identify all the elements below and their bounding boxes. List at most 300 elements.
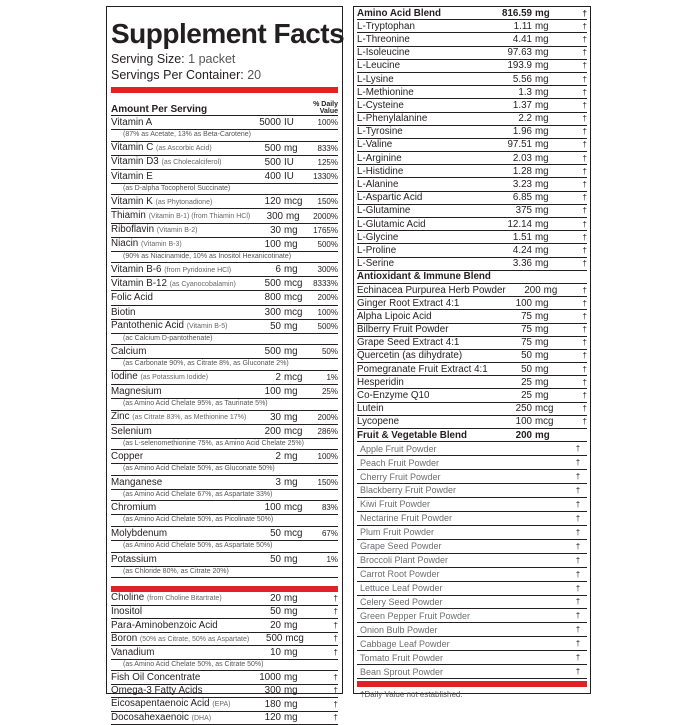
powder-row <box>357 637 587 651</box>
powder-row <box>357 609 587 623</box>
ingredient-unit: mg <box>535 231 549 243</box>
antioxidant-immune-blend <box>357 271 587 429</box>
ingredient-amount: 100 <box>515 416 532 428</box>
ingredient-daily-value: † <box>582 377 587 387</box>
nutrient-name-cell <box>111 606 247 617</box>
powder-daily-value: † <box>575 611 581 621</box>
nutrient-name-cell <box>111 307 247 318</box>
panel-title: Supplement Facts <box>111 18 345 49</box>
ingredient-row <box>357 284 587 297</box>
nutrient-amount: 180 <box>264 698 281 710</box>
ingredient-name: L-Glutamine <box>357 205 411 217</box>
nutrient-source-note: (as Amino Acid Chelate 95%, as Taurinate 5%) <box>111 399 338 411</box>
ingredient-name: L-Tryptophan <box>357 20 415 32</box>
ingredient-name: L-Methionine <box>357 86 414 98</box>
nutrient-name: Boron <box>111 632 138 644</box>
powder-row <box>357 582 587 596</box>
ingredient-row <box>357 165 587 178</box>
nutrient-note: (Vitamin B-2) <box>156 227 198 235</box>
ingredient-unit: mg <box>535 192 549 204</box>
ingredient-name: L-Glutamic Acid <box>357 218 426 230</box>
nutrient-name-cell <box>111 320 247 332</box>
ingredient-name: Bilberry Fruit Powder <box>357 324 449 336</box>
ingredient-unit: mg <box>535 152 549 164</box>
nutrient-amount: 300 <box>264 306 281 318</box>
ingredient-row <box>357 205 587 218</box>
ingredient-amount: 4.24 <box>512 244 532 256</box>
powder-row <box>357 623 587 637</box>
ingredient-daily-value: † <box>582 338 587 348</box>
nutrient-unit: mg <box>284 619 298 631</box>
ingredient-name: L-Histidine <box>357 165 404 177</box>
nutrient-source-note: (as Carbonate 90%, as Citrate 8%, as Gluconate 2%) <box>111 359 338 371</box>
nutrient-row <box>111 671 338 685</box>
ingredient-name: L-Alanine <box>357 179 399 191</box>
ingredient-unit: mcg <box>535 416 554 428</box>
ingredient-name: L-Cysteine <box>357 99 404 111</box>
ingredient-row <box>357 113 587 126</box>
nutrient-amount: 800 <box>264 292 281 304</box>
ingredient-unit: mg <box>535 337 549 349</box>
nutrient-amount: 120 <box>264 712 281 724</box>
serving-size-value: 1 packet <box>188 52 236 66</box>
powder-row <box>357 651 587 665</box>
ingredient-unit: mg <box>535 363 549 375</box>
ingredient-amount: 3.36 <box>512 258 532 270</box>
nutrient-daily-value: 300% <box>317 265 338 275</box>
nutrient-source-note: (as Amino Acid Chelate 50%, as Picolinate 50%) <box>111 515 338 527</box>
nutrient-note: (EPA) <box>212 701 231 709</box>
ingredient-amount: 97.63 <box>507 47 532 59</box>
daily-value-header: % Daily Value <box>313 101 338 115</box>
ingredient-amount: 50 <box>521 350 532 362</box>
ingredient-daily-value: † <box>582 166 587 176</box>
nutrient-name-cell <box>111 647 247 658</box>
ingredient-daily-value: † <box>582 259 587 269</box>
powder-daily-value: † <box>575 639 581 649</box>
ingredient-row <box>357 192 587 205</box>
powder-row <box>357 596 587 610</box>
nutrient-row <box>111 320 338 334</box>
nutrient-name-cell <box>111 156 247 168</box>
nutrient-name: Vitamin B-6 <box>111 263 162 275</box>
nutrient-daily-value: 100% <box>317 307 338 317</box>
nutrient-row <box>111 501 338 515</box>
ingredient-unit: mg <box>535 73 549 85</box>
ingredient-name: L-Glycine <box>357 231 399 243</box>
nutrient-name: Eicosapentaenoic Acid <box>111 698 210 710</box>
nutrient-name: Potassium <box>111 553 157 565</box>
nutrient-amount: 30 <box>270 411 281 423</box>
powder-name: Carrot Root Powder <box>360 569 440 580</box>
nutrient-row <box>111 646 338 660</box>
nutrient-unit: mg <box>284 264 298 276</box>
nutrient-source-note: (ac Calcium D-pantothenate) <box>111 334 338 346</box>
ingredient-row <box>357 389 587 402</box>
nutrient-unit: mg <box>284 224 298 236</box>
nutrient-unit: mcg <box>284 502 303 514</box>
nutrient-note: (as Phytonadione) <box>155 198 213 206</box>
ingredient-daily-value: † <box>582 21 587 31</box>
nutrient-name: Vitamin A <box>111 117 153 129</box>
ingredient-amount: 1.96 <box>512 126 532 138</box>
nutrient-unit: mg <box>284 411 298 423</box>
fruit-vegetable-blend <box>357 429 587 679</box>
nutrient-name-cell <box>111 528 247 539</box>
nutrient-note: (Vitamin B-5) <box>186 323 228 331</box>
nutrient-name-cell <box>111 698 247 710</box>
nutrient-daily-value: 50% <box>321 347 338 357</box>
ingredient-daily-value: † <box>582 391 587 401</box>
ingredient-unit: mg <box>535 47 549 59</box>
ingredient-daily-value: † <box>582 219 587 229</box>
ingredient-amount: 1.28 <box>512 165 532 177</box>
nutrient-amount: 120 <box>264 196 281 208</box>
nutrient-amount: 30 <box>270 224 281 236</box>
nutrient-note: (as Citrate 83%, as Methionine 17%) <box>132 414 247 422</box>
ingredient-daily-value: † <box>582 61 587 71</box>
ingredient-unit: mcg <box>535 403 554 415</box>
ingredient-row <box>357 33 587 46</box>
ingredient-row <box>357 152 587 165</box>
nutrient-amount: 50 <box>270 320 281 332</box>
nutrient-unit: mg <box>284 385 298 397</box>
ingredient-row <box>357 231 587 244</box>
nutrient-row <box>111 142 338 156</box>
powder-name: Peach Fruit Powder <box>360 457 440 468</box>
ingredient-unit: mg <box>535 86 549 98</box>
nutrient-row <box>111 425 338 439</box>
powder-name: Grape Seed Powder <box>360 541 442 552</box>
ingredient-unit: mg <box>535 33 549 45</box>
powder-daily-value: † <box>575 667 581 677</box>
nutrient-row <box>111 553 338 567</box>
nutrient-name: Manganese <box>111 476 163 488</box>
nutrient-name: Niacin <box>111 238 139 250</box>
ingredient-name: L-Arginine <box>357 152 402 164</box>
powder-name: Blackberry Fruit Powder <box>360 485 457 496</box>
nutrient-note: (Vitamin B-1) (from Thiamin HCl) <box>148 213 251 221</box>
nutrient-note: (DHA) <box>191 714 212 722</box>
ingredient-row <box>357 403 587 416</box>
nutrient-row <box>111 156 338 170</box>
nutrient-daily-value: 8333% <box>313 279 338 289</box>
nutrient-name: Thiamin <box>111 210 146 222</box>
ingredient-daily-value: † <box>582 48 587 58</box>
nutrient-unit: mg <box>286 210 300 222</box>
blend-header <box>357 429 587 442</box>
nutrient-note: (as Ascorbic Acid) <box>156 145 212 153</box>
blend-unit: mg <box>535 429 550 441</box>
ingredient-daily-value: † <box>582 114 587 124</box>
nutrient-name: Omega-3 Fatty Acids <box>111 685 203 697</box>
ingredient-unit: mg <box>535 179 549 191</box>
nutrient-unit: mg <box>284 320 298 332</box>
powder-daily-value: † <box>575 513 581 523</box>
blend-name: Antioxidant & Immune Blend <box>357 271 491 283</box>
ingredient-amount: 100 <box>515 297 532 309</box>
nutrient-row <box>111 527 338 541</box>
nutrient-name-cell <box>111 117 247 128</box>
nutrient-daily-value: † <box>333 699 338 709</box>
ingredient-amount: 50 <box>521 363 532 375</box>
nutrient-row <box>111 224 338 238</box>
nutrient-name: Riboflavin <box>111 224 155 236</box>
amount-header <box>111 93 338 116</box>
ingredient-unit: mg <box>535 258 549 270</box>
nutrient-name-cell <box>111 426 247 437</box>
blend-header <box>357 7 587 20</box>
blend-amount: 200 <box>515 429 532 441</box>
nutrient-row <box>111 277 338 291</box>
powder-name: Cherry Fruit Powder <box>360 471 441 482</box>
powder-row <box>357 442 587 456</box>
servings-value: 20 <box>247 68 262 82</box>
nutrient-row <box>111 592 338 606</box>
nutrient-daily-value: 67% <box>321 529 338 539</box>
ingredient-amount: 75 <box>521 310 532 322</box>
ingredient-unit: mg <box>535 165 549 177</box>
ingredient-name: Echinacea Purpurea Herb Powder <box>357 284 506 296</box>
nutrient-amount: 5000 <box>259 117 281 129</box>
nutrient-source-note: (as Amino Acid Chelate 50%, as Aspartate 50%) <box>111 541 338 553</box>
ingredient-name: L-Isoleucine <box>357 47 410 59</box>
nutrient-amount: 500 <box>264 346 281 358</box>
nutrient-daily-value: † <box>333 672 338 682</box>
nutrient-amount: 100 <box>264 238 281 250</box>
nutrient-daily-value: 100% <box>317 452 338 462</box>
nutrient-note: (as Potassium Iodide) <box>140 374 209 382</box>
ingredient-row <box>357 363 587 376</box>
nutrient-row <box>111 306 338 320</box>
nutrient-amount: 100 <box>264 502 281 514</box>
powder-name: Kiwi Fruit Powder <box>360 499 431 510</box>
ingredient-amount: 3.23 <box>512 179 532 191</box>
nutrient-unit: mcg <box>284 292 303 304</box>
nutrient-amount: 400 <box>264 170 281 182</box>
nutrient-amount: 20 <box>270 592 281 604</box>
nutrient-amount: 300 <box>264 685 281 697</box>
ingredient-amount: 1.51 <box>512 231 532 243</box>
nutrient-amount: 500 <box>264 278 281 290</box>
nutrient-row <box>111 116 338 130</box>
nutrient-amount: 1000 <box>259 671 281 683</box>
nutrient-name-cell <box>111 685 247 696</box>
nutrient-name-cell <box>111 592 247 604</box>
nutrient-daily-value: 500% <box>317 239 338 249</box>
ingredient-name: Hesperidin <box>357 376 404 388</box>
powder-row <box>357 484 587 498</box>
ingredient-amount: 250 <box>515 403 532 415</box>
powder-name: Bean Sprout Powder <box>360 666 444 677</box>
powder-daily-value: † <box>575 583 581 593</box>
nutrient-unit: mcg <box>285 633 304 645</box>
ingredient-unit: mg <box>535 60 549 72</box>
ingredient-daily-value: † <box>582 245 587 255</box>
nutrient-name-cell <box>111 224 247 236</box>
nutrient-daily-value: † <box>333 647 338 657</box>
powder-row <box>357 512 587 526</box>
ingredient-amount: 193.9 <box>507 60 532 72</box>
nutrient-name: Selenium <box>111 425 152 437</box>
nutrient-name-cell <box>111 451 247 462</box>
powder-daily-value: † <box>575 653 581 663</box>
nutrient-amount: 10 <box>270 646 281 658</box>
nutrient-amount: 500 <box>264 142 281 154</box>
ingredient-daily-value: † <box>582 206 587 216</box>
nutrient-name: Molybdenum <box>111 528 168 540</box>
footnote: †Daily Value not established. <box>360 690 463 700</box>
ingredient-amount: 2.03 <box>512 152 532 164</box>
ingredient-row <box>357 350 587 363</box>
nutrient-unit: mcg <box>284 371 303 383</box>
ingredient-row <box>357 416 587 429</box>
nutrient-row <box>111 345 338 359</box>
ingredient-name: Alpha Lipoic Acid <box>357 310 432 322</box>
nutrient-unit: mg <box>284 142 298 154</box>
nutrient-note: (from Pyridoxine HCl) <box>164 266 232 274</box>
ingredient-unit: mg <box>535 324 549 336</box>
ingredient-daily-value: † <box>582 325 587 335</box>
powder-daily-value: † <box>575 472 581 482</box>
nutrient-name: Chromium <box>111 502 157 514</box>
ingredient-row <box>357 310 587 323</box>
nutrient-row <box>111 633 338 647</box>
ingredient-row <box>357 218 587 231</box>
nutrient-name-cell <box>111 142 247 154</box>
ingredient-unit: mg <box>535 376 549 388</box>
nutrient-name: Docosahexaenoic <box>111 711 189 723</box>
nutrient-name: Vitamin D3 <box>111 156 159 168</box>
ingredient-row <box>357 47 587 60</box>
powder-daily-value: † <box>575 444 581 454</box>
servings-per-container <box>111 67 338 83</box>
nutrient-unit: mg <box>284 238 298 250</box>
nutrient-daily-value: † <box>333 713 338 723</box>
ingredient-unit: mg <box>535 126 549 138</box>
nutrient-unit: mcg <box>284 425 303 437</box>
ingredient-daily-value: † <box>582 34 587 44</box>
ingredient-row <box>357 337 587 350</box>
ingredient-unit: mg <box>535 20 549 32</box>
nutrient-daily-value: † <box>333 593 338 603</box>
powder-daily-value: † <box>575 527 581 537</box>
nutrient-unit: mg <box>284 671 298 683</box>
ingredient-amount: 375 <box>515 205 532 217</box>
ingredient-name: L-Lysine <box>357 73 394 85</box>
nutrient-unit: mg <box>284 346 298 358</box>
blend-header <box>357 271 587 284</box>
ingredient-unit: mg <box>535 139 549 151</box>
nutrient-amount: 100 <box>264 385 281 397</box>
nutrient-daily-value: † <box>333 634 338 644</box>
nutrient-daily-value: 100% <box>317 118 338 128</box>
powder-name: Nectarine Fruit Powder <box>360 513 453 524</box>
ingredient-row <box>357 60 587 73</box>
nutrient-unit: mcg <box>284 528 303 540</box>
nutrient-name: Iodine <box>111 371 138 383</box>
nutrient-unit: IU <box>284 156 294 168</box>
nutrient-amount: 500 <box>266 633 283 645</box>
ingredient-daily-value: † <box>582 285 587 295</box>
nutrient-daily-value: 125% <box>317 157 338 167</box>
ingredient-amount: 25 <box>521 376 532 388</box>
powder-name: Lettuce Leaf Powder <box>360 583 443 594</box>
nutrient-unit: mcg <box>284 278 303 290</box>
ingredient-row <box>357 258 587 271</box>
ingredient-daily-value: † <box>582 127 587 137</box>
red-divider <box>357 681 587 687</box>
ingredient-row <box>357 139 587 152</box>
nutrient-name: Vitamin E <box>111 170 153 182</box>
nutrient-name-cell <box>111 633 249 645</box>
ingredient-name: L-Leucine <box>357 60 401 72</box>
nutrient-name-cell <box>111 264 247 276</box>
nutrient-name: Copper <box>111 451 144 463</box>
powder-daily-value: † <box>575 485 581 495</box>
nutrient-row <box>111 606 338 620</box>
nutrient-daily-value: † <box>333 686 338 696</box>
ingredient-daily-value: † <box>582 364 587 374</box>
nutrient-unit: mg <box>284 592 298 604</box>
ingredient-name: L-Tyrosine <box>357 126 403 138</box>
nutrient-daily-value: 833% <box>317 143 338 153</box>
nutrient-unit: mg <box>284 712 298 724</box>
nutrient-amount: 200 <box>264 425 281 437</box>
powder-daily-value: † <box>575 597 581 607</box>
powder-name: Green Pepper Fruit Powder <box>360 610 471 621</box>
ingredient-name: Lycopene <box>357 416 400 428</box>
ingredient-amount: 2.2 <box>518 113 532 125</box>
nutrient-source-note: (as Amino Acid Chelate 50%, as Citrate 50%) <box>111 660 338 672</box>
nutrient-source-note: (as Amino Acid Chelate 50%, as Gluconate 50%) <box>111 464 338 476</box>
ingredient-name: L-Aspartic Acid <box>357 192 423 204</box>
nutrient-row <box>111 712 338 725</box>
ingredient-amount: 6.85 <box>512 192 532 204</box>
nutrient-row <box>111 170 338 184</box>
powder-row <box>357 665 587 679</box>
nutrient-name-cell <box>111 196 247 208</box>
nutrient-amount: 2 <box>275 371 281 383</box>
nutrient-name: Vitamin C <box>111 142 154 154</box>
nutrient-name: Vitamin K <box>111 195 153 207</box>
nutrient-daily-value: 286% <box>317 426 338 436</box>
nutrient-name-cell <box>111 292 247 303</box>
ingredient-amount: 97.51 <box>507 139 532 151</box>
nutrient-daily-value: 200% <box>317 293 338 303</box>
nutrient-note: (from Choline Bitartrate) <box>146 595 222 603</box>
ingredient-unit: mg <box>535 113 549 125</box>
nutrient-daily-value: 200% <box>317 412 338 422</box>
ingredient-daily-value: † <box>582 232 587 242</box>
nutrient-row <box>111 450 338 464</box>
ingredient-unit: mg <box>535 99 549 111</box>
nutrient-name-cell <box>111 386 247 397</box>
ingredient-amount: 75 <box>521 324 532 336</box>
nutrient-unit: mg <box>284 646 298 658</box>
nutrient-name: Magnesium <box>111 385 162 397</box>
supplement-facts-right-panel <box>353 6 591 700</box>
nutrient-name: Zinc <box>111 411 130 423</box>
servings-label: Servings Per Container: <box>111 68 244 82</box>
nutrient-amount: 500 <box>264 156 281 168</box>
ingredient-unit: mg <box>535 390 549 402</box>
nutrient-unit: IU <box>284 170 294 182</box>
ingredient-daily-value: † <box>582 404 587 414</box>
powder-daily-value: † <box>575 555 581 565</box>
powder-daily-value: † <box>575 499 581 509</box>
powder-name: Celery Seed Powder <box>360 596 443 607</box>
